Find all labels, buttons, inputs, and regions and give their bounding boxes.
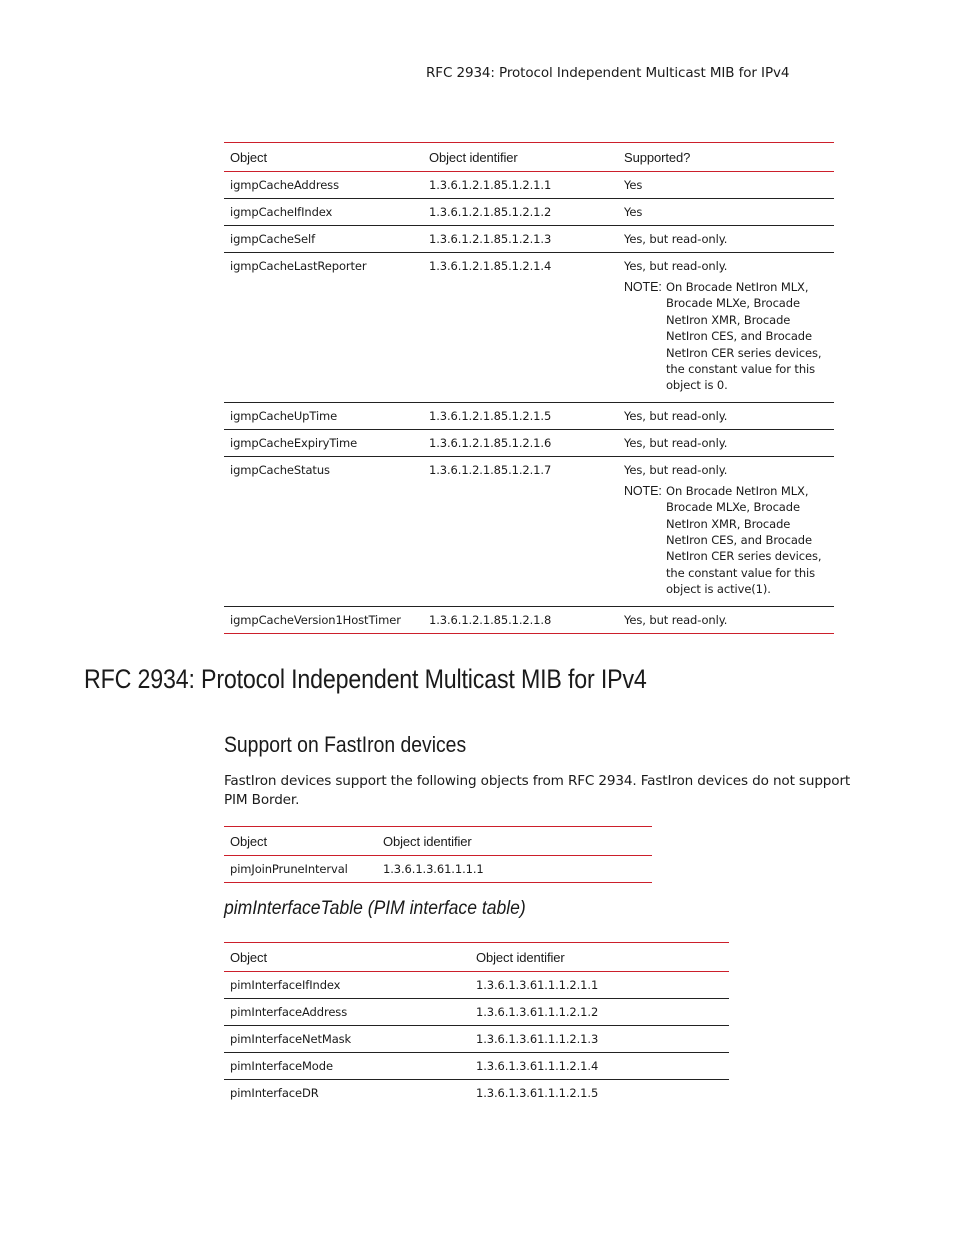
pim-table [224,826,652,883]
oid-cell: 1.3.6.1.3.61.1.1.2.1.3 [470,1026,729,1053]
oid-cell: 1.3.6.1.3.61.1.1.2.1.2 [470,999,729,1026]
oid-cell: 1.3.6.1.2.1.85.1.2.1.4 [423,253,618,403]
table-row [224,972,729,999]
table-row [224,856,652,883]
table-row [224,606,834,633]
object-cell: pimInterfaceIfIndex [224,972,470,999]
note-text: On Brocade NetIron MLX, Brocade MLXe, Brocade NetIron XMR, Brocade NetIron CES, and Brocade NetIron CER series devices, the constant value for this object is active(1). [666,483,822,597]
object-cell: igmpCacheStatus [224,456,423,606]
intro-paragraph: FastIron devices support the following objects from RFC 2934. FastIron devices do not support PIM Border. [224,773,851,808]
igmp-cache-table [224,142,834,634]
column-header-supported: Supported? [618,143,834,172]
oid-cell: 1.3.6.1.3.61.1.1.2.1.4 [470,1053,729,1080]
object-cell: igmpCacheLastReporter [224,253,423,403]
note-label: NOTE: [624,280,662,294]
oid-cell: 1.3.6.1.2.1.85.1.2.1.8 [423,606,618,633]
oid-cell: 1.3.6.1.3.61.1.1.2.1.1 [470,972,729,999]
table-row [224,999,729,1026]
running-header: RFC 2934: Protocol Independent Multicast MIB for IPv4 [426,65,790,81]
pim-interface-heading: pimInterfaceTable (PIM interface table) [224,897,526,919]
object-cell: igmpCacheIfIndex [224,199,423,226]
object-cell: pimInterfaceDR [230,1086,319,1100]
table-row [224,253,834,403]
supported-cell [618,253,834,403]
oid-cell: 1.3.6.1.2.1.85.1.2.1.7 [423,456,618,606]
table-row [224,199,834,226]
object-cell: igmpCacheUpTime [224,402,423,429]
oid-cell: 1.3.6.1.2.1.85.1.2.1.6 [423,429,618,456]
table-header-row [224,143,834,172]
pim-interface-table [224,942,729,1106]
oid-cell: 1.3.6.1.2.1.85.1.2.1.2 [423,199,618,226]
table-row [224,172,834,199]
table-row [224,1080,729,1107]
object-cell: igmpCacheExpiryTime [224,429,423,456]
table-row [224,1053,729,1080]
column-header-object: Object [224,827,377,856]
supported-value: Yes, but read-only. [624,462,728,477]
supported-cell: Yes, but read-only. [618,606,834,633]
oid-cell: 1.3.6.1.3.61.1.1.1 [377,856,652,883]
column-header-object: Object [224,143,423,172]
supported-cell: Yes, but read-only. [618,226,834,253]
table-row [224,226,834,253]
subsection-title: Support on FastIron devices [224,732,467,757]
supported-cell: Yes, but read-only. [618,429,834,456]
column-header-object: Object [224,943,470,972]
column-header-object-identifier: Object identifier [377,827,652,856]
section-title: RFC 2934: Protocol Independent Multicast MIB for IPv4 [84,664,647,694]
oid-cell: 1.3.6.1.2.1.85.1.2.1.5 [423,402,618,429]
object-cell: pimJoinPruneInterval [224,856,377,883]
object-cell: pimInterfaceNetMask [224,1026,470,1053]
object-cell: igmpCacheVersion1HostTimer [224,606,423,633]
oid-cell: 1.3.6.1.2.1.85.1.2.1.3 [423,226,618,253]
table-row [224,402,834,429]
supported-cell: Yes [618,172,834,199]
note [624,279,828,394]
supported-cell: Yes [618,199,834,226]
column-header-object-identifier: Object identifier [423,143,618,172]
supported-cell: Yes, but read-only. [618,402,834,429]
table-row [224,1026,729,1053]
object-cell: pimInterfaceAddress [224,999,470,1026]
object-cell: pimInterfaceMode [224,1053,470,1080]
note-label: NOTE: [624,483,662,498]
table-row [224,429,834,456]
supported-value: Yes, but read-only. [624,259,728,273]
oid-cell: 1.3.6.1.3.61.1.1.2.1.5 [476,1086,599,1100]
table-header-row [224,827,652,856]
supported-cell [618,456,834,606]
table-row [224,456,834,606]
object-cell: igmpCacheAddress [224,172,423,199]
object-cell: igmpCacheSelf [224,226,423,253]
oid-cell: 1.3.6.1.2.1.85.1.2.1.1 [423,172,618,199]
column-header-object-identifier: Object identifier [470,943,729,972]
note-text: On Brocade NetIron MLX, Brocade MLXe, Brocade NetIron XMR, Brocade NetIron CES, and Brocade NetIron CER series devices, the constant value for this object is 0. [666,280,822,393]
table-header-row [224,943,729,972]
note [624,483,828,598]
